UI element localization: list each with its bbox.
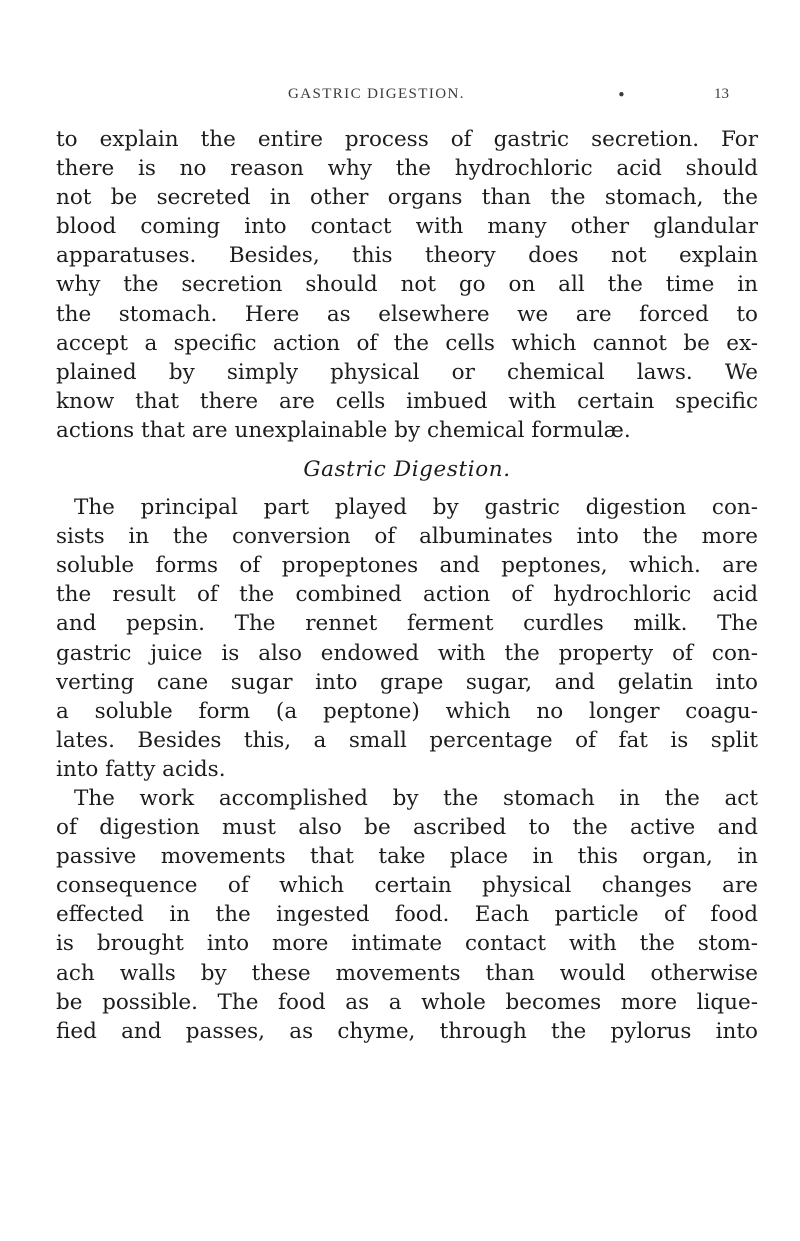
- running-title: GASTRIC DIGESTION.: [288, 86, 465, 102]
- text-line: know that there are cells imbued with certain specific: [56, 388, 758, 414]
- text-line: plained by simply physical or chemical laws. We: [56, 359, 758, 385]
- running-head-dot: •: [617, 86, 626, 104]
- text-line: gastric juice is also endowed with the property of con-: [56, 640, 758, 666]
- text-line: blood coming into contact with many other glandular: [56, 214, 758, 240]
- section-heading: Gastric Digestion.: [303, 457, 511, 483]
- text-line: be possible. The food as a whole becomes more lique-: [56, 989, 758, 1015]
- text-line: of digestion must also be ascribed to the active and: [56, 815, 758, 841]
- paragraph-3: [56, 784, 758, 1046]
- text-line: ach walls by these movements than would otherwise: [56, 960, 758, 986]
- text-line: fied and passes, as chyme, through the pylorus into: [56, 1018, 758, 1044]
- text-line: The work accomplished by the stomach in the act: [74, 785, 758, 811]
- text-line: the stomach. Here as elsewhere we are forced to: [56, 301, 758, 327]
- text-line: actions that are unexplainable by chemical formulæ.: [56, 417, 631, 443]
- text-line: The principal part played by gastric digestion con-: [74, 495, 758, 521]
- text-line: a soluble form (a peptone) which no longer coagu-: [56, 698, 758, 724]
- text-line: apparatuses. Besides, this theory does not explain: [56, 243, 758, 269]
- text-line: to explain the entire process of gastric secretion. For: [56, 127, 758, 152]
- text-line: soluble forms of propeptones and peptones, which. are: [56, 553, 758, 579]
- text-line: the result of the combined action of hydrochloric acid: [56, 582, 758, 608]
- running-head: [0, 86, 800, 110]
- page-number: 13: [714, 86, 729, 102]
- body-text: [56, 125, 758, 1046]
- text-line: accept a specific action of the cells which cannot be ex-: [56, 330, 758, 356]
- text-line: passive movements that take place in this organ, in: [56, 844, 758, 870]
- paragraph-1: [56, 125, 758, 445]
- text-line: sists in the conversion of albuminates into the more: [56, 524, 758, 550]
- text-line: into fatty acids.: [56, 756, 226, 782]
- text-line: there is no reason why the hydrochloric acid should: [56, 156, 758, 182]
- text-line: why the secretion should not go on all the time in: [56, 272, 758, 298]
- text-line: consequence of which certain physical changes are: [56, 873, 758, 899]
- text-line: effected in the ingested food. Each particle of food: [56, 902, 758, 928]
- text-line: is brought into more intimate contact with the stom-: [56, 931, 758, 957]
- text-line: not be secreted in other organs than the stomach, the: [56, 185, 758, 211]
- text-line: verting cane sugar into grape sugar, and gelatin into: [56, 669, 758, 695]
- paragraph-2: [56, 493, 758, 784]
- text-line: and pepsin. The rennet ferment curdles milk. The: [56, 611, 758, 637]
- text-line: lates. Besides this, a small percentage of fat is split: [56, 727, 758, 753]
